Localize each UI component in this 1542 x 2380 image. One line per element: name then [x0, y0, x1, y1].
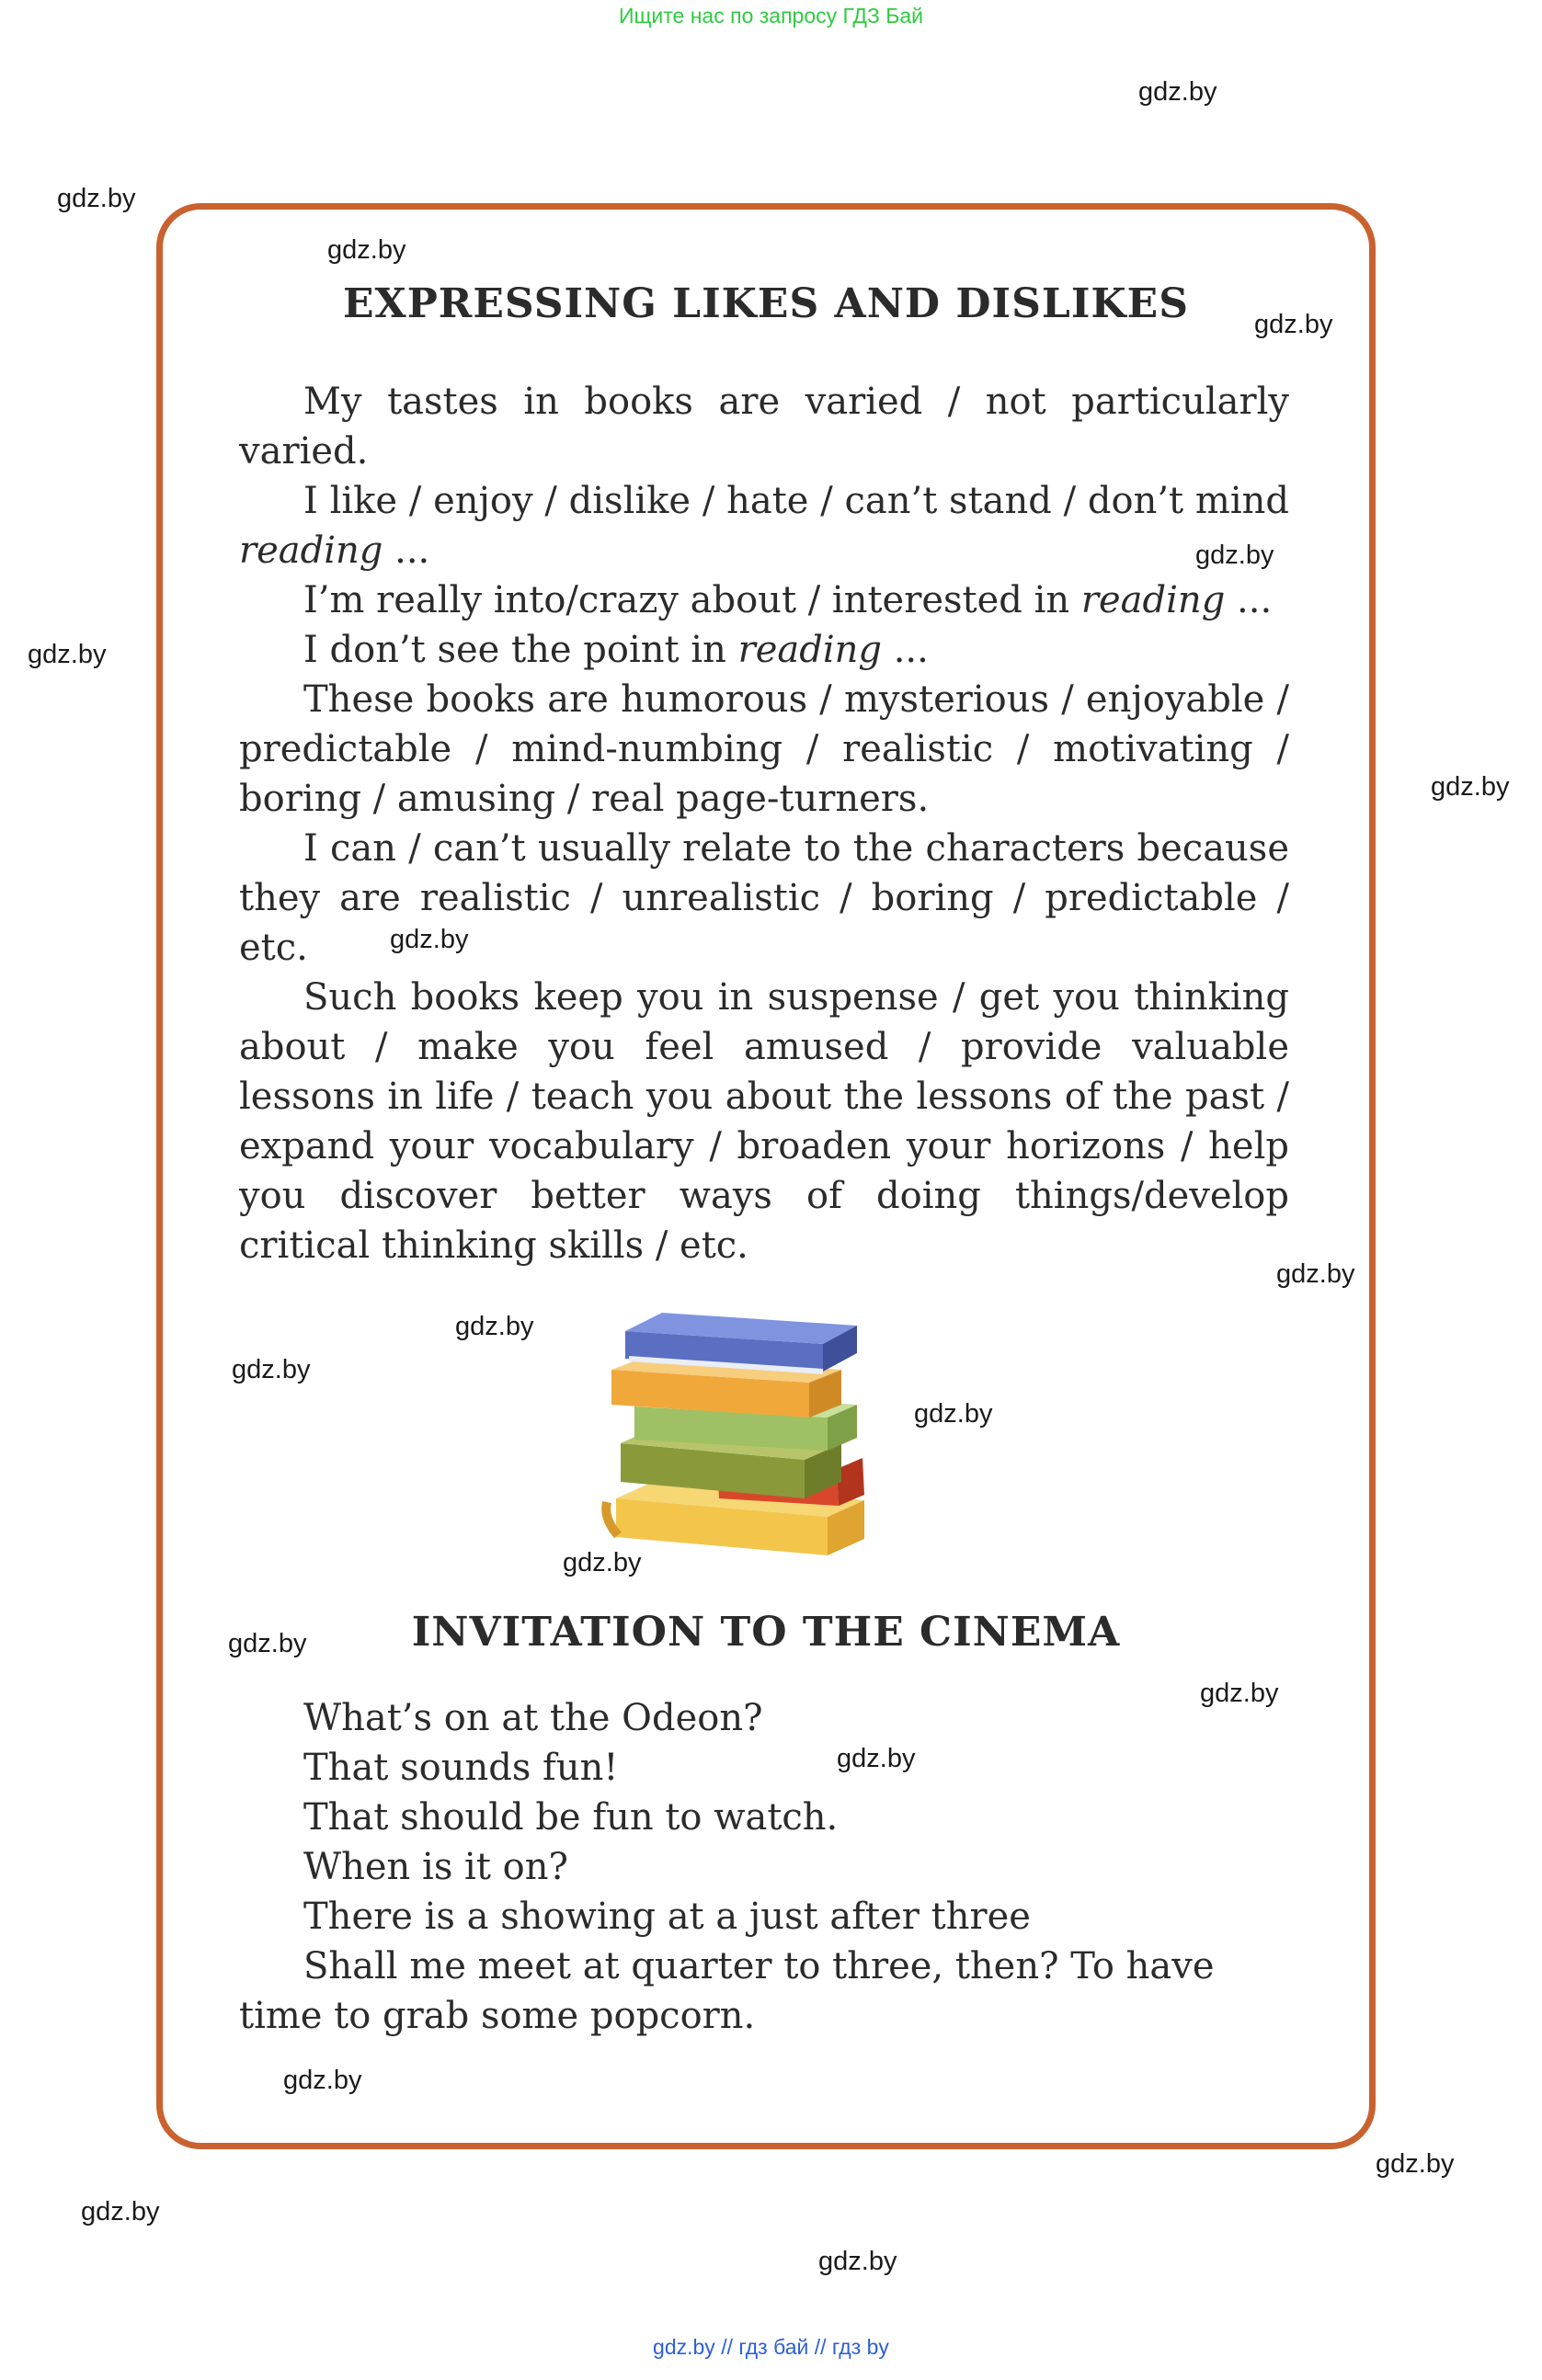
watermark: gdz.by — [228, 1629, 307, 1658]
paragraph-text: ... — [383, 530, 430, 572]
paragraph-italic: reading — [1080, 579, 1226, 621]
phrase-line: That should be fun to watch. — [303, 1796, 839, 1839]
watermark: gdz.by — [1431, 772, 1510, 802]
watermark: gdz.by — [455, 1312, 534, 1341]
book-stack-illustration — [598, 1305, 883, 1581]
paragraph-italic: reading — [737, 629, 882, 671]
watermark: gdz.by — [283, 2066, 362, 2095]
watermark: gdz.by — [28, 640, 107, 669]
phrase-line: That sounds fun! — [303, 1747, 619, 1789]
paragraph-italic: reading — [239, 530, 383, 572]
paragraph-text: I don’t see the point in — [303, 629, 738, 671]
phrase-line: What’s on at the Odeon? — [303, 1697, 763, 1739]
likes-text-block — [239, 377, 1289, 1270]
watermark: gdz.by — [563, 1548, 642, 1577]
paragraph — [239, 824, 1289, 973]
paragraph — [239, 377, 1289, 476]
top-promo-note: Ищите нас по запросу ГДЗ Бай — [618, 4, 924, 28]
watermark: gdz.by — [327, 235, 406, 265]
phrase-line: There is a showing at a just after three — [303, 1896, 1031, 1938]
paragraph-text: These books are humorous / mysterious / enjoyable / predictable / mind-numbing / realistic / motivating / boring / amusing / real page-turners. — [239, 678, 1289, 820]
watermark: gdz.by — [390, 925, 469, 954]
phrase-line: When is it on? — [303, 1846, 568, 1888]
paragraph — [239, 973, 1289, 1270]
paragraph-text: I like / enjoy / dislike / hate / can’t stand / don’t mind — [303, 480, 1289, 522]
watermark: gdz.by — [1376, 2149, 1455, 2179]
paragraph-text: I’m really into/crazy about / interested in — [303, 579, 1081, 621]
paragraph — [239, 476, 1289, 575]
watermark: gdz.by — [81, 2197, 160, 2226]
watermark: gdz.by — [1276, 1259, 1355, 1289]
section-title-likes: EXPRESSING LIKES AND DISLIKES — [343, 280, 1189, 327]
watermark: gdz.by — [818, 2247, 897, 2276]
watermark: gdz.by — [1254, 310, 1333, 339]
phrase-line: Shall me meet at quarter to three, then? To have time to grab some popcorn. — [239, 1945, 1215, 2037]
watermark: gdz.by — [837, 1744, 916, 1773]
paragraph-text: ... — [1225, 579, 1273, 621]
watermark: gdz.by — [1200, 1679, 1279, 1708]
watermark: gdz.by — [914, 1399, 993, 1429]
watermark: gdz.by — [1195, 541, 1274, 570]
paragraph-text: Such books keep you in suspense / get you thinking about / make you feel amused / provide valuable lessons in life / teach you about the lessons of the past / expand your vocabulary / broaden your horizons / help you discover better ways of doing things/develop critical thinking skills / etc. — [239, 976, 1289, 1267]
paragraph-text: ... — [881, 629, 929, 671]
paragraph — [239, 575, 1289, 625]
paragraph-text: I can / can’t usually relate to the characters because they are realistic / unrealistic / boring / predictable / etc. — [239, 827, 1289, 969]
watermark: gdz.by — [57, 184, 136, 213]
section-title-cinema: INVITATION TO THE CINEMA — [411, 1609, 1121, 1656]
paragraph — [239, 625, 1289, 675]
cinema-text-block — [239, 1693, 1289, 2041]
watermark: gdz.by — [1138, 77, 1217, 107]
watermark: gdz.by — [232, 1355, 311, 1384]
bottom-site-links[interactable]: gdz.by // гдз бай // гдз by — [653, 2335, 889, 2359]
paragraph — [239, 675, 1289, 824]
paragraph-text: My tastes in books are varied / not particularly varied. — [239, 381, 1289, 473]
